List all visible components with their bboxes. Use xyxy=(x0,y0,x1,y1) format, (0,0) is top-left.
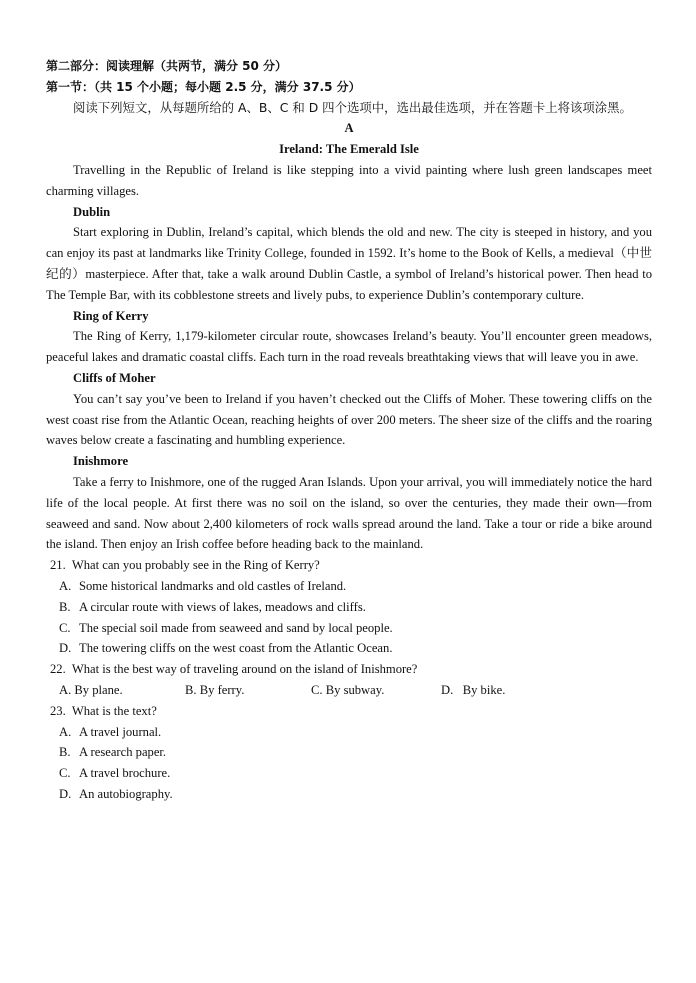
option-text: A travel journal. xyxy=(79,724,162,739)
question-stem xyxy=(46,701,652,722)
section-text-ring-of-kerry: The Ring of Kerry, 1,179-kilometer circular route, showcases Ireland’s beauty. You’ll encounter green meadows, peaceful lakes and dramatic coastal cliffs. Each turn in the road reveals breathtaking views that will leave you in awe. xyxy=(46,329,652,365)
option-text: A circular route with views of lakes, meadows and cliffs. xyxy=(79,599,366,614)
question-stem xyxy=(46,659,652,680)
question-23 xyxy=(46,701,652,805)
option-a[interactable] xyxy=(46,722,652,743)
option-key: A. xyxy=(59,682,72,697)
option-key: D. xyxy=(59,786,72,801)
section-text-inishmore: Take a ferry to Inishmore, one of the rugged Aran Islands. Upon your arrival, you will immediately notice the hard life of the local people. At first there was no soil on the island, so over the centuries, they made their own—from seaweed and sand. Now about 2,400 kilometers of rock walls spread around the land. Take a tour or ride a bike around the island. Then enjoy an Irish coffee before heading back to the mainland. xyxy=(46,474,652,552)
passage-letter: A xyxy=(344,121,354,136)
option-text: A research paper. xyxy=(79,745,167,760)
instruction-text: 阅读下列短文，从每题所给的 A、B、C 和 D 四个选项中，选出最佳选项，并在答题卡上将该项涂黑。 xyxy=(73,99,632,115)
option-text: By bike. xyxy=(462,682,506,697)
option-key: D. xyxy=(441,682,454,697)
question-22 xyxy=(46,659,652,701)
option-key: A. xyxy=(59,578,72,593)
option-d[interactable] xyxy=(46,638,652,659)
option-text: An autobiography. xyxy=(79,786,173,801)
option-text: Some historical landmarks and old castles of Ireland. xyxy=(79,578,347,593)
section-heading-inishmore: Inishmore xyxy=(73,454,129,469)
question-text: What is the best way of traveling around on the island of Inishmore? xyxy=(71,662,418,677)
exam-page xyxy=(46,56,652,805)
question-text: What can you probably see in the Ring of Kerry? xyxy=(71,558,320,573)
passage-title: Ireland: The Emerald Isle xyxy=(279,142,419,157)
passage-intro: Travelling in the Republic of Ireland is like stepping into a vivid painting where lush green landscapes meet charming villages. xyxy=(46,162,652,198)
option-b[interactable] xyxy=(46,742,652,763)
option-a[interactable] xyxy=(46,576,652,597)
option-key: B. xyxy=(185,682,197,697)
option-key: B. xyxy=(59,745,71,760)
option-text: The towering cliffs on the west coast from the Atlantic Ocean. xyxy=(79,641,393,656)
option-d[interactable] xyxy=(441,680,505,701)
options-row xyxy=(46,680,652,701)
option-key: A. xyxy=(59,724,72,739)
option-key: C. xyxy=(59,766,71,781)
option-c[interactable] xyxy=(46,618,652,639)
section-heading-dublin: Dublin xyxy=(73,204,111,219)
section-heading: 第一节：（共 15 个小题；每小题 2.5 分，满分 37.5 分） xyxy=(46,79,361,94)
question-21 xyxy=(46,555,652,659)
option-c[interactable] xyxy=(46,763,652,784)
option-b[interactable] xyxy=(185,680,311,701)
option-text: By ferry. xyxy=(199,682,245,697)
question-number: 22. xyxy=(50,662,66,677)
question-number: 23. xyxy=(50,703,66,718)
option-b[interactable] xyxy=(46,597,652,618)
option-key: C. xyxy=(311,682,323,697)
option-d[interactable] xyxy=(46,784,652,805)
question-text: What is the text? xyxy=(71,703,157,718)
section-heading-ring-of-kerry: Ring of Kerry xyxy=(73,308,149,323)
option-key: C. xyxy=(59,620,71,635)
option-text: By subway. xyxy=(325,682,385,697)
option-text: By plane. xyxy=(74,682,123,697)
option-key: D. xyxy=(59,641,72,656)
option-key: B. xyxy=(59,599,71,614)
question-number: 21. xyxy=(50,558,66,573)
part-heading: 第二部分：阅读理解（共两节，满分 50 分） xyxy=(46,59,288,73)
question-stem xyxy=(46,555,652,576)
option-a[interactable] xyxy=(59,680,185,701)
option-text: A travel brochure. xyxy=(79,766,171,781)
section-text-dublin: Start exploring in Dublin, Ireland’s capital, which blends the old and new. The city is steeped in history, and you can enjoy its past at landmarks like Trinity College, founded in 1592. It’s home to the Book of Kells, a medieval（中世纪的）masterpiece. After that, take a walk around Dublin Castle, a symbol of Ireland’s historical power. Then head to The Temple Bar, with its cobblestone streets and lively pubs, to experience Dublin’s contemporary culture. xyxy=(46,225,652,302)
option-text: The special soil made from seaweed and sand by local people. xyxy=(79,620,393,635)
section-text-cliffs-of-moher: You can’t say you’ve been to Ireland if you haven’t checked out the Cliffs of Moher. These towering cliffs on the west coast rise from the Atlantic Ocean, reaching heights of over 200 meters. The sheer size of the cliffs and the roaring waves below create a fascinating and humbling experience. xyxy=(46,391,652,448)
section-heading-cliffs-of-moher: Cliffs of Moher xyxy=(73,370,156,385)
option-c[interactable] xyxy=(311,680,441,701)
